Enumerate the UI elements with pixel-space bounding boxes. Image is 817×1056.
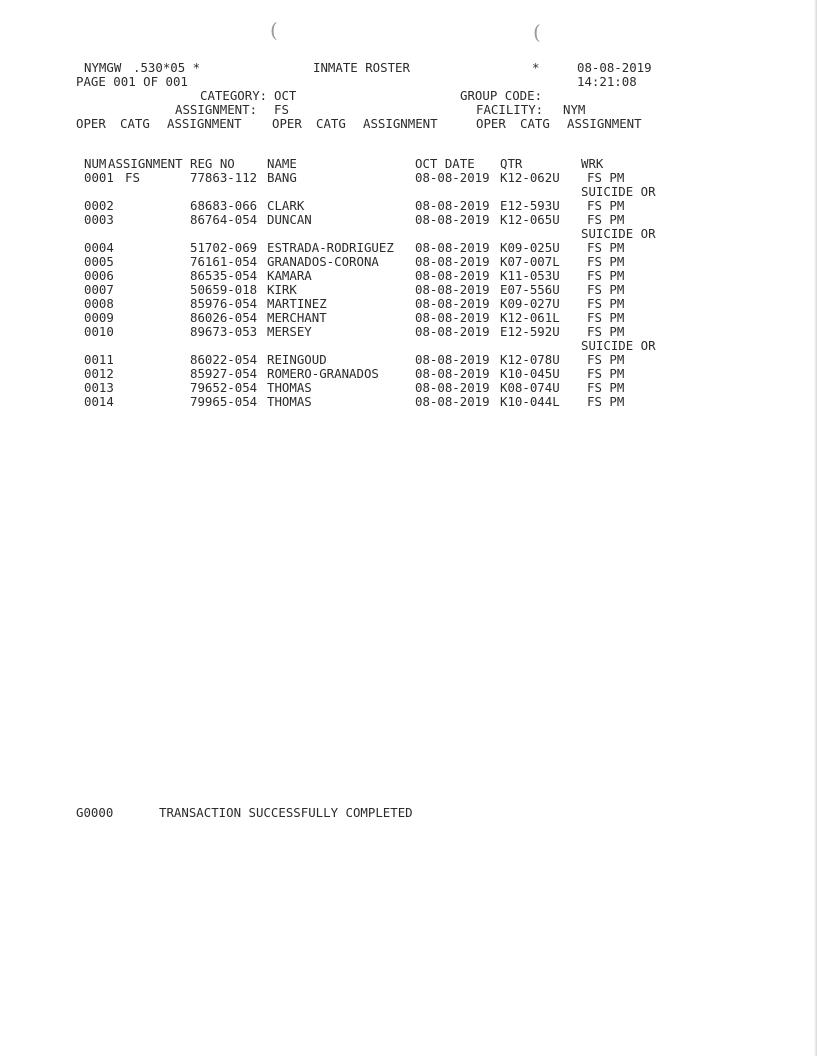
row-name: MERCHANT bbox=[267, 310, 327, 325]
row-num: 0012 bbox=[84, 366, 114, 381]
row-name: GRANADOS-CORONA bbox=[267, 254, 379, 269]
row-num: 0011 bbox=[84, 352, 114, 367]
col-qtr: QTR bbox=[500, 156, 523, 171]
row-name: CLARK bbox=[267, 198, 305, 213]
row-extra: SUICIDE OR bbox=[581, 184, 656, 199]
row-name: THOMAS bbox=[267, 380, 312, 395]
row-reg-no: 89673-053 bbox=[190, 324, 258, 339]
criteria-assignment-1: ASSIGNMENT bbox=[167, 116, 242, 131]
row-num: 0010 bbox=[84, 324, 114, 339]
header-system: NYMGW bbox=[84, 60, 122, 75]
row-num: 0009 bbox=[84, 310, 114, 325]
row-qtr: K12-062U bbox=[500, 170, 560, 185]
row-wrk: FS PM bbox=[587, 198, 625, 213]
row-name: THOMAS bbox=[267, 394, 312, 409]
row-reg-no: 85976-054 bbox=[190, 296, 258, 311]
row-qtr: E07-556U bbox=[500, 282, 560, 297]
row-wrk: FS PM bbox=[587, 352, 625, 367]
row-name: BANG bbox=[267, 170, 297, 185]
row-name: KIRK bbox=[267, 282, 297, 297]
row-num: 0006 bbox=[84, 268, 114, 283]
row-wrk: FS PM bbox=[587, 394, 625, 409]
row-oct-date: 08-08-2019 bbox=[415, 296, 490, 311]
row-name: KAMARA bbox=[267, 268, 312, 283]
report-time: 14:21:08 bbox=[577, 74, 637, 89]
row-reg-no: 51702-069 bbox=[190, 240, 258, 255]
row-name: ROMERO-GRANADOS bbox=[267, 366, 379, 381]
status-code: G0000 bbox=[76, 805, 114, 820]
row-extra: SUICIDE OR bbox=[581, 338, 656, 353]
row-num: 0005 bbox=[84, 254, 114, 269]
row-oct-date: 08-08-2019 bbox=[415, 282, 490, 297]
row-assignment: FS bbox=[125, 170, 140, 185]
row-num: 0001 bbox=[84, 170, 114, 185]
row-name: DUNCAN bbox=[267, 212, 312, 227]
row-reg-no: 77863-112 bbox=[190, 170, 258, 185]
row-reg-no: 86026-054 bbox=[190, 310, 258, 325]
category-label: CATEGORY: bbox=[200, 88, 268, 103]
row-num: 0008 bbox=[84, 296, 114, 311]
row-num: 0013 bbox=[84, 380, 114, 395]
col-num: NUM bbox=[84, 156, 107, 171]
row-qtr: K12-065U bbox=[500, 212, 560, 227]
row-qtr: K10-045U bbox=[500, 366, 560, 381]
row-wrk: FS PM bbox=[587, 324, 625, 339]
row-reg-no: 79965-054 bbox=[190, 394, 258, 409]
row-num: 0004 bbox=[84, 240, 114, 255]
row-qtr: K11-053U bbox=[500, 268, 560, 283]
row-qtr: K07-007L bbox=[500, 254, 560, 269]
row-oct-date: 08-08-2019 bbox=[415, 268, 490, 283]
report-title: INMATE ROSTER bbox=[313, 60, 410, 75]
col-reg-no: REG NO bbox=[190, 156, 235, 171]
row-num: 0007 bbox=[84, 282, 114, 297]
criteria-oper-2: OPER bbox=[272, 116, 302, 131]
row-qtr: K09-025U bbox=[500, 240, 560, 255]
scan-mark-left: ( bbox=[270, 18, 278, 42]
criteria-assignment-3: ASSIGNMENT bbox=[567, 116, 642, 131]
row-wrk: FS PM bbox=[587, 296, 625, 311]
row-name: ESTRADA-RODRIGUEZ bbox=[267, 240, 394, 255]
row-reg-no: 68683-066 bbox=[190, 198, 258, 213]
row-reg-no: 86022-054 bbox=[190, 352, 258, 367]
criteria-catg-3: CATG bbox=[520, 116, 550, 131]
row-reg-no: 79652-054 bbox=[190, 380, 258, 395]
page-indicator: PAGE 001 OF 001 bbox=[76, 74, 188, 89]
col-oct-date: OCT DATE bbox=[415, 156, 475, 171]
row-wrk: FS PM bbox=[587, 212, 625, 227]
row-wrk: FS PM bbox=[587, 282, 625, 297]
col-wrk: WRK bbox=[581, 156, 604, 171]
row-wrk: FS PM bbox=[587, 240, 625, 255]
criteria-oper-1: OPER bbox=[76, 116, 106, 131]
group-code-label: GROUP CODE: bbox=[460, 88, 543, 103]
row-reg-no: 50659-018 bbox=[190, 282, 258, 297]
row-oct-date: 08-08-2019 bbox=[415, 240, 490, 255]
row-oct-date: 08-08-2019 bbox=[415, 394, 490, 409]
row-oct-date: 08-08-2019 bbox=[415, 352, 490, 367]
assignment-label: ASSIGNMENT: bbox=[175, 102, 258, 117]
row-oct-date: 08-08-2019 bbox=[415, 254, 490, 269]
row-reg-no: 86764-054 bbox=[190, 212, 258, 227]
row-wrk: FS PM bbox=[587, 268, 625, 283]
row-oct-date: 08-08-2019 bbox=[415, 212, 490, 227]
row-extra: SUICIDE OR bbox=[581, 226, 656, 241]
row-oct-date: 08-08-2019 bbox=[415, 380, 490, 395]
row-name: MERSEY bbox=[267, 324, 312, 339]
row-wrk: FS PM bbox=[587, 366, 625, 381]
row-reg-no: 76161-054 bbox=[190, 254, 258, 269]
scan-mark-right: ( bbox=[533, 20, 541, 44]
row-oct-date: 08-08-2019 bbox=[415, 198, 490, 213]
row-reg-no: 85927-054 bbox=[190, 366, 258, 381]
row-name: MARTINEZ bbox=[267, 296, 327, 311]
row-wrk: FS PM bbox=[587, 310, 625, 325]
row-oct-date: 08-08-2019 bbox=[415, 310, 490, 325]
criteria-catg-2: CATG bbox=[316, 116, 346, 131]
row-wrk: FS PM bbox=[587, 254, 625, 269]
row-qtr: K12-078U bbox=[500, 352, 560, 367]
row-num: 0003 bbox=[84, 212, 114, 227]
facility-label: FACILITY: bbox=[476, 102, 544, 117]
facility-value: NYM bbox=[563, 102, 586, 117]
criteria-oper-3: OPER bbox=[476, 116, 506, 131]
header-star: * bbox=[532, 60, 540, 75]
status-message: TRANSACTION SUCCESSFULLY COMPLETED bbox=[159, 805, 413, 820]
row-qtr: K10-044L bbox=[500, 394, 560, 409]
row-qtr: K09-027U bbox=[500, 296, 560, 311]
row-qtr: E12-593U bbox=[500, 198, 560, 213]
row-oct-date: 08-08-2019 bbox=[415, 366, 490, 381]
criteria-assignment-2: ASSIGNMENT bbox=[363, 116, 438, 131]
category-value: OCT bbox=[274, 88, 297, 103]
report-date: 08-08-2019 bbox=[577, 60, 652, 75]
row-num: 0002 bbox=[84, 198, 114, 213]
col-name: NAME bbox=[267, 156, 297, 171]
row-reg-no: 86535-054 bbox=[190, 268, 258, 283]
assignment-value: FS bbox=[274, 102, 289, 117]
col-assignment: ASSIGNMENT bbox=[108, 156, 183, 171]
row-name: REINGOUD bbox=[267, 352, 327, 367]
row-wrk: FS PM bbox=[587, 380, 625, 395]
criteria-catg-1: CATG bbox=[120, 116, 150, 131]
row-qtr: K12-061L bbox=[500, 310, 560, 325]
row-oct-date: 08-08-2019 bbox=[415, 170, 490, 185]
row-num: 0014 bbox=[84, 394, 114, 409]
row-qtr: K08-074U bbox=[500, 380, 560, 395]
row-oct-date: 08-08-2019 bbox=[415, 324, 490, 339]
row-wrk: FS PM bbox=[587, 170, 625, 185]
header-code: .530*05 * bbox=[133, 60, 201, 75]
row-qtr: E12-592U bbox=[500, 324, 560, 339]
